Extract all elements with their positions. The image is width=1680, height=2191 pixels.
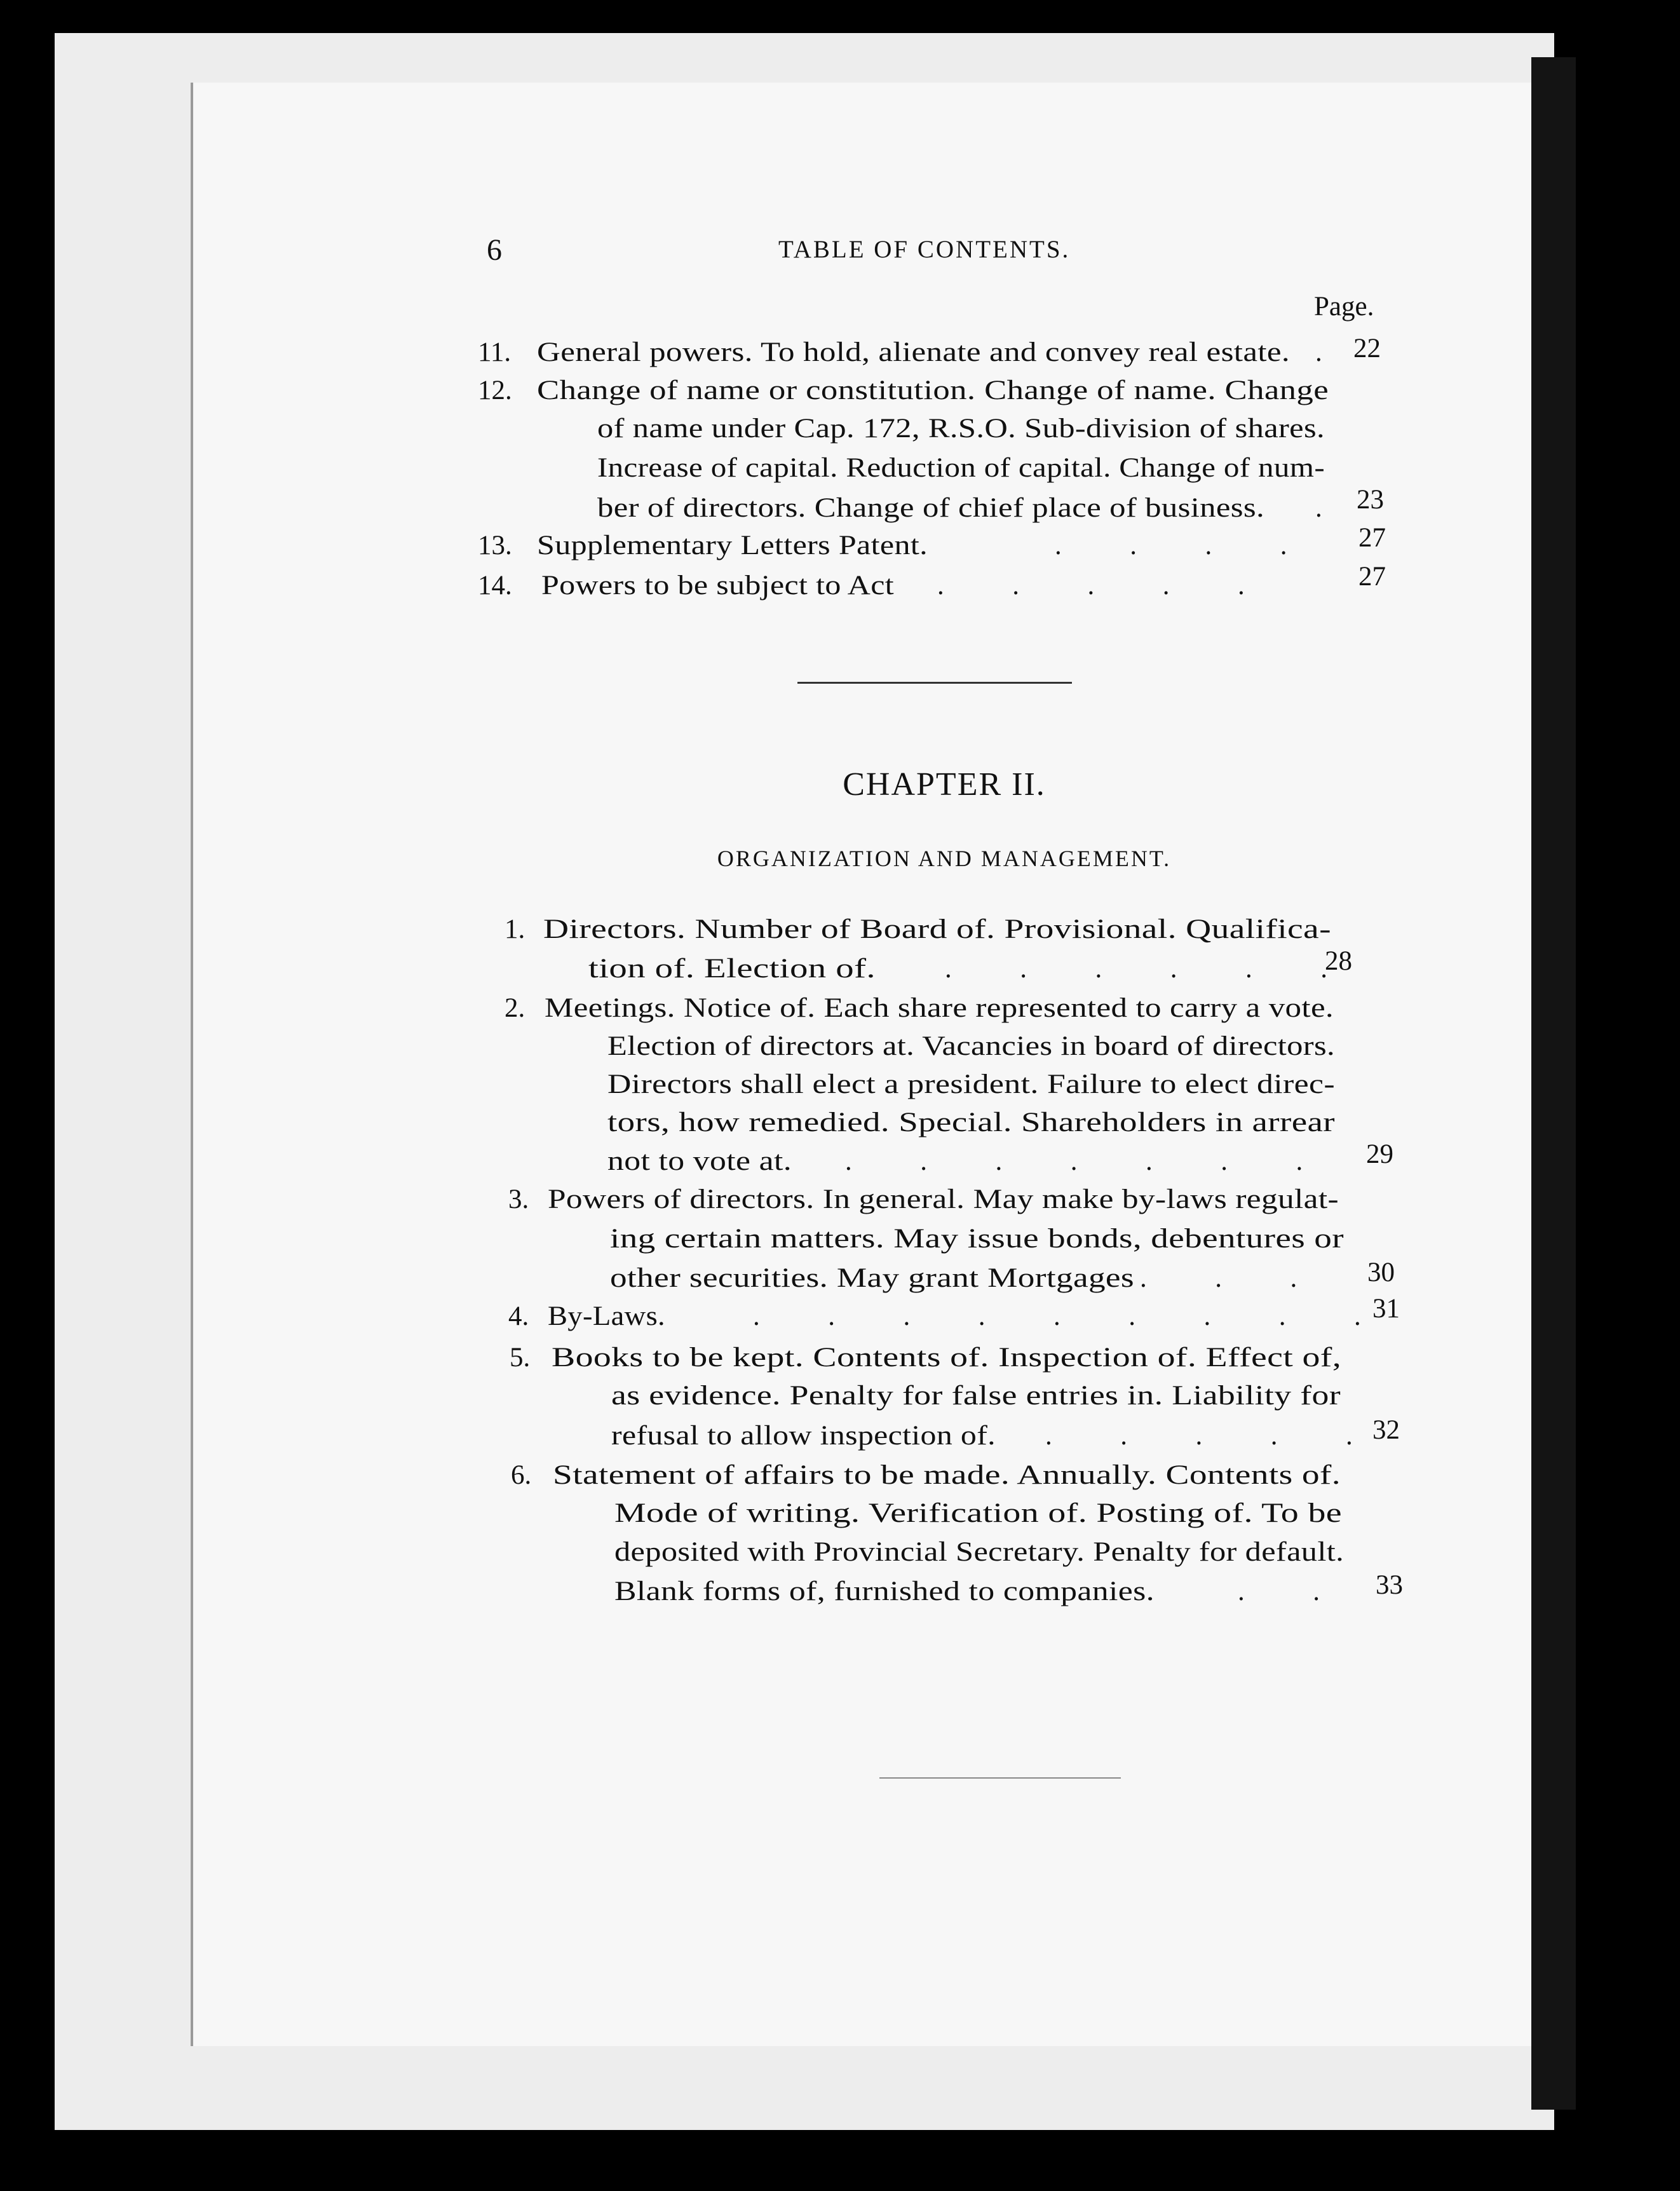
entry-text-line: By-Laws.	[548, 1301, 666, 1331]
chapter-subtitle: ORGANIZATION AND MANAGEMENT.	[717, 846, 1172, 871]
entry-text-line: General powers. To hold, alienate and convey real estate.	[537, 337, 1290, 367]
dot-leader: . . . . .	[937, 571, 1245, 600]
dot-leader: . . . . . .	[945, 954, 1327, 984]
section-divider	[797, 682, 1072, 684]
entry-text-line: Election of directors at. Vacancies in board of directors.	[607, 1031, 1335, 1061]
dot-leader: . . .	[1140, 1263, 1297, 1293]
entry-text-line: tion of. Election of.	[588, 954, 876, 984]
entry-text-line: refusal to allow inspection of.	[611, 1421, 996, 1451]
entry-text-line: Directors shall elect a president. Failure to elect direc-	[607, 1069, 1335, 1099]
dot-leader: .	[1315, 493, 1322, 523]
entry-text-line: Meetings. Notice of. Each share represented to carry a vote.	[545, 993, 1334, 1023]
entry-page-number: 31	[1372, 1294, 1400, 1324]
book-spine-shadow	[1531, 57, 1576, 2110]
entry-text-line: Powers to be subject to Act	[541, 571, 894, 600]
entry-number: 13.	[478, 531, 512, 560]
entry-text-line: ing certain matters. May issue bonds, debentures or	[610, 1224, 1345, 1254]
entry-page-number: 29	[1366, 1139, 1393, 1169]
page-number: 6	[487, 233, 502, 267]
entry-number: 3.	[508, 1184, 529, 1214]
dot-leader: . . . . . . .	[845, 1146, 1303, 1176]
entry-page-number: 27	[1358, 562, 1386, 592]
entry-page-number: 33	[1376, 1570, 1403, 1600]
entry-number: 11.	[478, 337, 511, 367]
entry-text-line: Directors. Number of Board of. Provisional. Qualifica-	[543, 914, 1331, 944]
entry-page-number: 22	[1353, 334, 1381, 363]
entry-text-line: ber of directors. Change of chief place of business.	[597, 493, 1265, 523]
entry-number: 14.	[478, 571, 512, 600]
entry-number: 2.	[505, 993, 525, 1023]
entry-page-number: 27	[1358, 523, 1386, 553]
chapter-title: CHAPTER II.	[843, 766, 1046, 803]
entry-text-line: Books to be kept. Contents of. Inspection of. Effect of,	[552, 1343, 1342, 1373]
entry-text-line: Blank forms of, furnished to companies.	[614, 1577, 1155, 1606]
entry-text-line: Statement of affairs to be made. Annually. Contents of.	[553, 1460, 1341, 1490]
entry-text-line: not to vote at.	[607, 1146, 792, 1176]
page-column-label: Page.	[1314, 292, 1374, 322]
entry-text-line: other securities. May grant Mortgages	[610, 1263, 1135, 1293]
scan-right-frame	[1576, 25, 1680, 2191]
entry-text-line: Mode of writing. Verification of. Posting of. To be	[614, 1498, 1342, 1528]
entry-page-number: 30	[1367, 1258, 1395, 1287]
dot-leader: . .	[1238, 1577, 1320, 1606]
entry-text-line: Powers of directors. In general. May make by-laws regulat-	[548, 1184, 1339, 1214]
entry-text-line: Supplementary Letters Patent.	[537, 531, 928, 560]
running-title: TABLE OF CONTENTS.	[778, 236, 1071, 263]
entry-text-line: Increase of capital. Reduction of capital. Change of num-	[597, 453, 1325, 483]
dot-leader: . . . . .	[1045, 1421, 1353, 1451]
entry-number: 5.	[510, 1343, 531, 1373]
entry-text-line: Change of name or constitution. Change of name. Change	[537, 376, 1329, 405]
entry-number: 12.	[478, 376, 512, 405]
entry-text-line: deposited with Provincial Secretary. Penalty for default.	[614, 1537, 1345, 1567]
running-head	[0, 233, 1680, 271]
entry-page-number: 28	[1325, 946, 1352, 976]
entry-number: 6.	[511, 1460, 532, 1490]
entry-number: 4.	[508, 1301, 529, 1331]
entry-page-number: 23	[1357, 485, 1384, 515]
entry-text-line: as evidence. Penalty for false entries in. Liability for	[611, 1381, 1341, 1411]
entry-page-number: 32	[1372, 1415, 1400, 1445]
dot-leader: .	[1315, 337, 1322, 367]
entry-text-line: of name under Cap. 172, R.S.O. Sub-division of shares.	[597, 414, 1325, 444]
dot-leader: . . . . . . . . .	[753, 1301, 1361, 1331]
dot-leader: . . . .	[1055, 531, 1287, 560]
entry-number: 1.	[505, 914, 525, 944]
end-divider	[879, 1777, 1121, 1779]
entry-text-line: tors, how remedied. Special. Shareholders in arrear	[607, 1108, 1335, 1137]
